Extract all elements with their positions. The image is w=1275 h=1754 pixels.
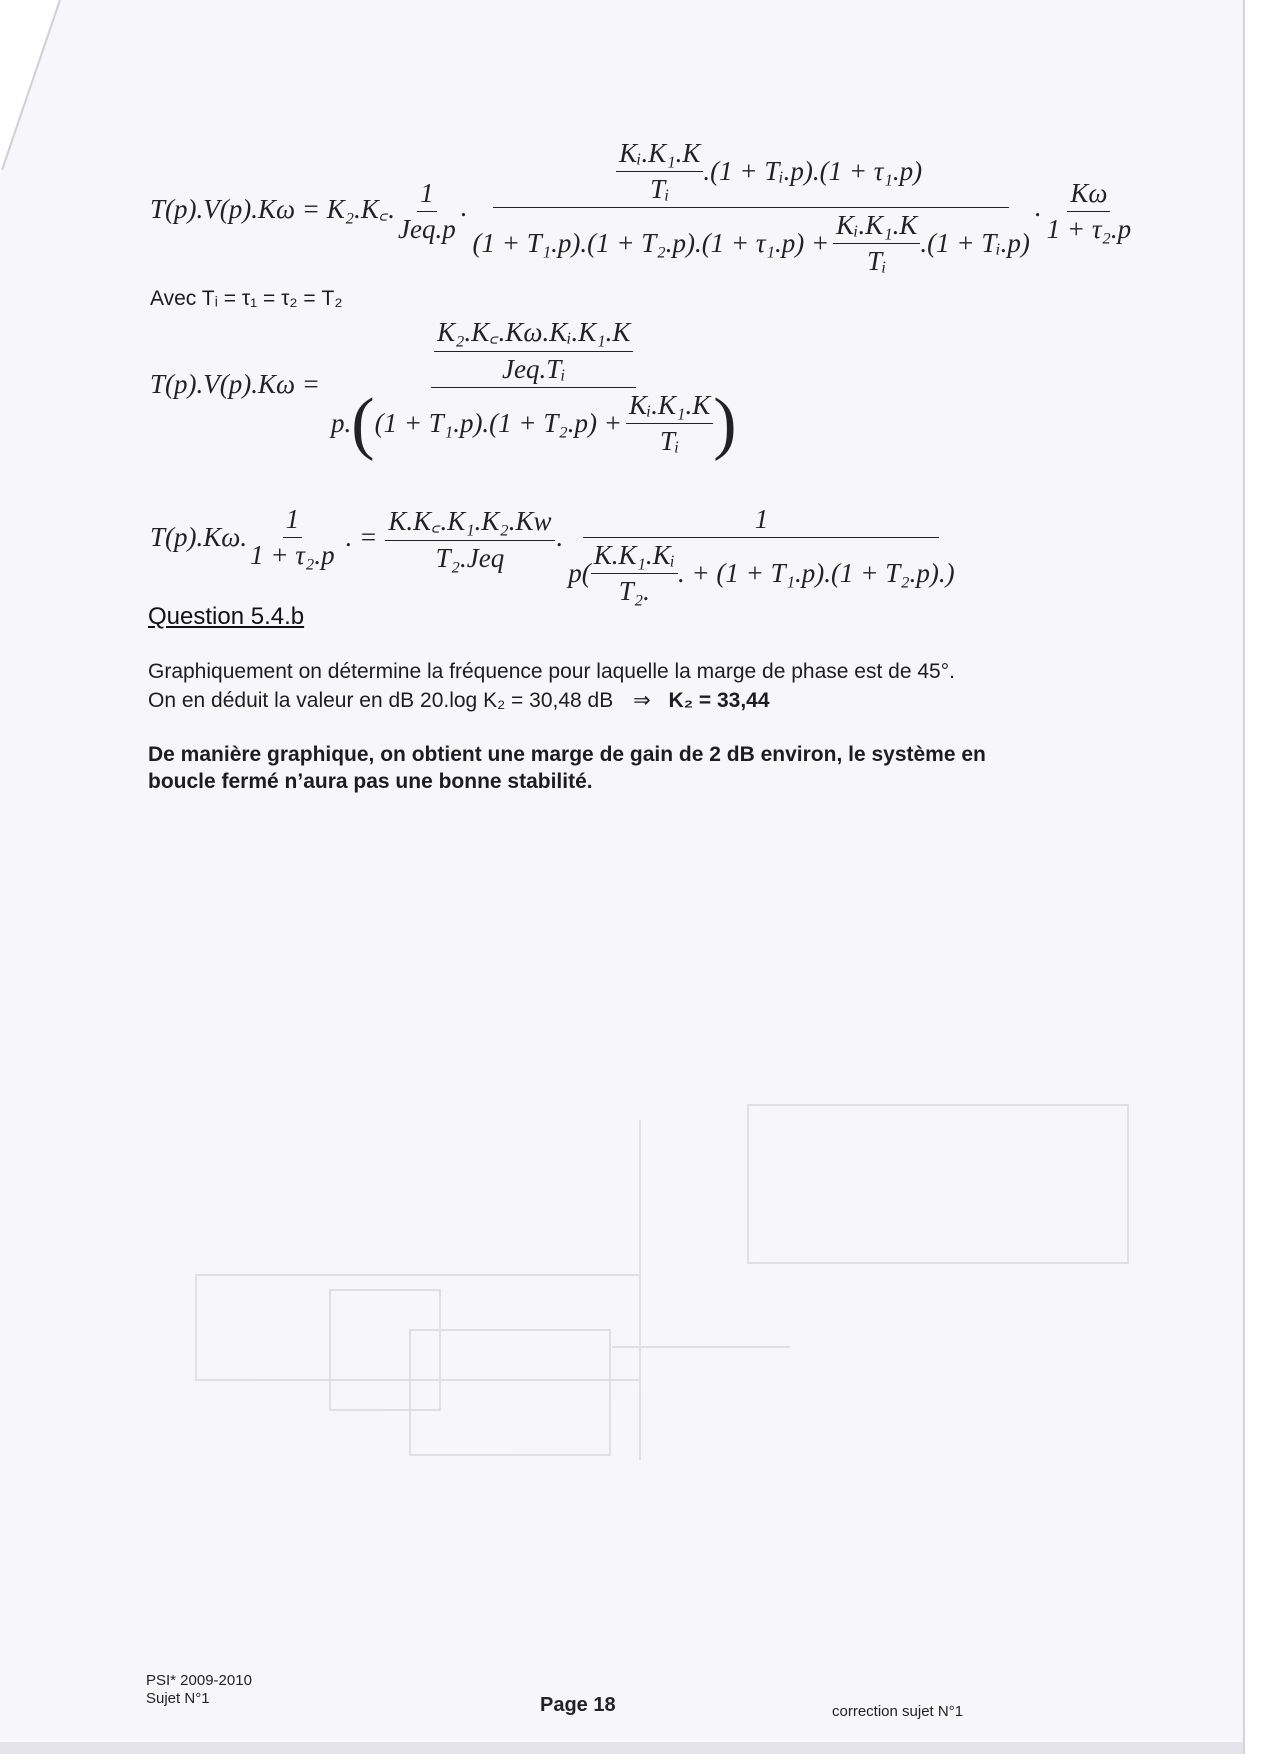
eq1-den-head: (1 + T₁.p).(1 + T₂.p).(1 + τ₁.p) +: [472, 228, 830, 258]
eq1-kw: Kω: [1067, 178, 1110, 212]
eq3-right-num: 1: [583, 504, 939, 538]
footer-correction: correction sujet N°1: [832, 1703, 964, 1720]
question-heading: Question 5.4.b: [148, 603, 305, 630]
eq3-mid-num: K.K꜀.K₁.K₂.Kw: [385, 501, 554, 541]
eq2-bottom-head: p.: [331, 408, 352, 438]
footer-subject: Sujet N°1: [146, 1690, 210, 1707]
eq3-right-den-frac-den: T₂.: [618, 576, 650, 606]
question-line-1: Graphiquement on détermine la fréquence pour laquelle la marge de phase est de 45°.: [148, 660, 955, 683]
eq2-top-num: K₂.K꜀.Kω.Kᵢ.K₁.K: [434, 312, 633, 352]
eq1-den-tail: .(1 + Tᵢ.p): [920, 228, 1030, 258]
eq2-bottom-frac-den: Tᵢ: [659, 426, 680, 456]
eq3-one: 1: [283, 504, 303, 538]
eq3-right-den-frac-num: K.K₁.Kᵢ: [591, 540, 678, 574]
equation-3: T(p).Kω. $\frac{1}{\text{1 + τ₂.p}}$ . = $\frac{\text{K.K꜀.K₁.K₂.Kw}}{\text{T₂.Jeq}}$ . 1 p( $\frac{\text{K.K₁.Kᵢ}}{\text{T₂.}}$ . + (1 + T₁.p).(1 + T₂.p).): [150, 468, 958, 607]
implies-arrow: ⇒: [633, 689, 651, 712]
eq3-den: 1 + τ₂.p: [250, 540, 335, 570]
eq2-lhs: T(p).V(p).Kω =: [150, 369, 321, 399]
conclusion-line-2: boucle fermé n’aura pas une bonne stabilité.: [148, 770, 593, 793]
question-line-2-a: On en déduit la valeur en dB 20.log K₂ = 30,48 dB: [148, 689, 614, 712]
eq1-kw-fraction: [1044, 178, 1135, 245]
k2-result: K₂ = 33,44: [668, 689, 770, 712]
eq1-den-frac-num: Kᵢ.K₁.K: [833, 210, 920, 244]
eq3-mid-den: T₂.Jeq: [435, 543, 505, 573]
avec-line: Avec Tᵢ = τ₁ = τ₂ = T₂: [150, 287, 343, 310]
eq1-inverse-fraction: [395, 178, 459, 245]
eq1-lhs: T(p).V(p).Kω = K₂.K꜀.: [150, 194, 396, 224]
eq1-den-frac-den: Tᵢ: [867, 246, 887, 276]
eq2-bottom-frac: [626, 390, 713, 457]
eq2-bottom-mid: (1 + T₁.p).(1 + T₂.p) +: [374, 408, 623, 438]
eq3-lhs: T(p).Kω.: [150, 522, 248, 552]
eq3-right-den-head: p(: [568, 558, 591, 588]
eq2-top-frac: [434, 312, 633, 385]
eq2-main-fraction: $\frac{\text{K₂.K꜀.Kω.Kᵢ.K₁.K}}{\text{Jeq.Tᵢ}}$ p. ( (1 + T₁.p).(1 + T₂.p) + $\frac{\text{Kᵢ.K₁.K}}{\text{Tᵢ}}$ ): [328, 312, 740, 457]
eq1-top-tail: .(1 + Tᵢ.p).(1 + τ₁.p): [703, 156, 923, 186]
eq2-top-den: Jeq.Tᵢ: [502, 354, 566, 384]
page-number: Page 18: [540, 1694, 616, 1716]
eq3-right-den-tail: . + (1 + T₁.p).(1 + T₂.p).): [677, 558, 955, 588]
eq3-right-den-frac: [591, 540, 678, 607]
equation-1: T(p).V(p).Kω = K₂.K꜀. $\frac{1}{\text{Jeq.p}}$ . $\frac{\text{Kᵢ.K₁.K}}{\text{Tᵢ}}$ .(1 + Tᵢ.p).(1 + τ₁.p) (1 + T₁.p).(1 + T₂.p).(1 + τ₁.p) + $\frac{\text{Kᵢ.K₁.K}}{\text{Tᵢ}}$ .(1 + Tᵢ.p) . $\frac{K\omega}{\text{1 + τ₂.p}}$: [150, 138, 1134, 277]
eq1-jeqp: Jeq.p: [398, 214, 456, 244]
eq3-left-fraction: [247, 504, 338, 571]
eq1-one: 1: [417, 178, 437, 212]
eq1-main-fraction: [469, 138, 1032, 277]
eq1-den-frac: [833, 210, 920, 277]
eq2-bottom-frac-num: Kᵢ.K₁.K: [626, 390, 713, 424]
eq1-top-frac: [616, 138, 703, 205]
eq3-equals: . =: [345, 522, 378, 552]
eq3-right-fraction: [565, 504, 957, 607]
eq1-kw-den: 1 + τ₂.p: [1046, 214, 1132, 244]
eq1-top-frac-den: Tᵢ: [650, 174, 670, 204]
footer-class: PSI* 2009-2010: [146, 1672, 252, 1689]
eq3-mid-fraction: [385, 501, 554, 574]
equation-2: [150, 312, 740, 462]
eq1-top-frac-num: Kᵢ.K₁.K: [616, 138, 703, 172]
question-line-2: [148, 688, 770, 713]
conclusion-line-1: De manière graphique, on obtient une marge de gain de 2 dB environ, le système en: [148, 743, 986, 766]
